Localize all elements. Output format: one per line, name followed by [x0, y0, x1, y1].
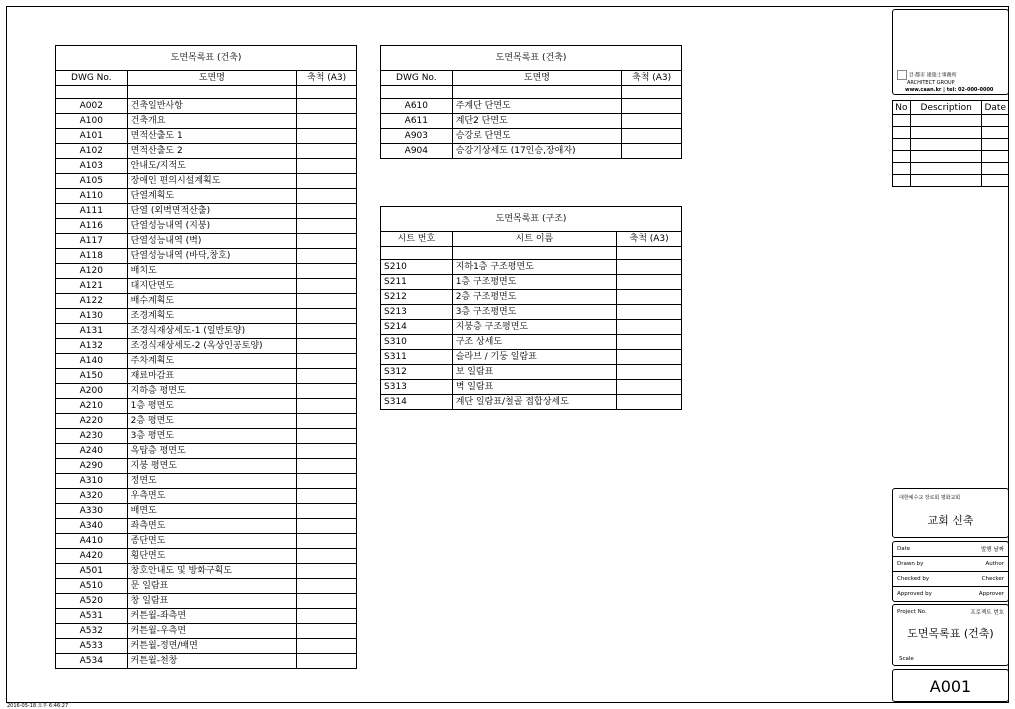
scale-cell: [297, 534, 357, 549]
rev-header-no: No: [893, 101, 911, 115]
drawing-name-cell: 커튼월-정면/배면: [127, 639, 297, 654]
scale-cell: [617, 380, 682, 395]
dwg-no-cell: A320: [56, 489, 128, 504]
drawing-name-cell: 조경식재상세도-2 (옥상인공토양): [127, 339, 297, 354]
drawing-name-cell: 배치도: [127, 264, 297, 279]
scale-cell: [297, 654, 357, 669]
scale-cell: [297, 474, 357, 489]
dwg-no-cell: A310: [56, 474, 128, 489]
table-row: [56, 639, 357, 654]
dwg-no-cell: S213: [381, 305, 453, 320]
table-row: [381, 305, 682, 320]
drawing-name-cell: 커튼월-좌측면: [127, 609, 297, 624]
drawing-name-cell: 지하1층 구조평면도: [452, 260, 617, 275]
drawing-name-cell: 조경계획도: [127, 309, 297, 324]
dwg-no-cell: A534: [56, 654, 128, 669]
dwg-no-cell: A101: [56, 129, 128, 144]
drawn-label: Drawn by: [897, 561, 924, 567]
table-row: [56, 549, 357, 564]
scale-cell: [297, 519, 357, 534]
dwg-no-cell: A131: [56, 324, 128, 339]
table-row: [56, 594, 357, 609]
table-row: [56, 609, 357, 624]
dwg-no-cell: A330: [56, 504, 128, 519]
drawing-name-cell: 벽 일람표: [452, 380, 617, 395]
dwg-no-cell: S211: [381, 275, 453, 290]
drawing-name-cell: 단열성능내역 (벽): [127, 234, 297, 249]
table-row: [56, 159, 357, 174]
dwg-no-cell: A103: [56, 159, 128, 174]
drawing-name-cell: 면적산출도 1: [127, 129, 297, 144]
scale-cell: [617, 275, 682, 290]
dwg-no-cell: S313: [381, 380, 453, 395]
revision-table: [892, 100, 1009, 187]
scale-cell: [297, 129, 357, 144]
date-label: Date: [897, 546, 911, 552]
drawing-name-cell: 조경식재상세도-1 (일반토양): [127, 324, 297, 339]
drawn-row: [893, 557, 1008, 572]
scale-cell: [297, 564, 357, 579]
table-row: [56, 414, 357, 429]
dwg-no-cell: A230: [56, 429, 128, 444]
drawing-name-cell: 2층 구조평면도: [452, 290, 617, 305]
table-row: [381, 99, 682, 114]
scale-cell: [297, 639, 357, 654]
dwg-no-cell: A903: [381, 129, 453, 144]
drawing-name-cell: 커튼월-천창: [127, 654, 297, 669]
column-header-drawing-name: 도면명: [452, 71, 621, 86]
dwg-no-cell: A520: [56, 594, 128, 609]
table-row: [381, 260, 682, 275]
drawing-name-cell: 주차계획도: [127, 354, 297, 369]
scale-cell: [297, 429, 357, 444]
table-row: [381, 320, 682, 335]
table-row: [56, 279, 357, 294]
table-row: [56, 174, 357, 189]
table-row: [56, 204, 357, 219]
dwg-no-cell: S214: [381, 320, 453, 335]
scale-cell: [297, 219, 357, 234]
dwg-no-cell: A118: [56, 249, 128, 264]
dwg-no-cell: A200: [56, 384, 128, 399]
drawing-name-cell: 1층 평면도: [127, 399, 297, 414]
drawing-name-cell: 종단면도: [127, 534, 297, 549]
dwg-no-cell: A100: [56, 114, 128, 129]
table-row: [56, 144, 357, 159]
drawing-name-cell: 창 일람표: [127, 594, 297, 609]
sheet-number: A001: [929, 677, 972, 696]
dwg-no-cell: A150: [56, 369, 128, 384]
project-no-label: Project No.: [897, 609, 927, 615]
table-title: 도면목록표 (건축): [381, 46, 682, 71]
table-row: [56, 114, 357, 129]
table-row: [56, 354, 357, 369]
dwg-no-cell: S314: [381, 395, 453, 410]
table-row: [381, 380, 682, 395]
scale-cell: [297, 549, 357, 564]
drawing-name-cell: 승강기상세도 (17인승,장애자): [452, 144, 621, 159]
scale-cell: [297, 339, 357, 354]
scale-cell: [297, 249, 357, 264]
checked-label: Checked by: [897, 576, 930, 582]
drawing-name-cell: 배면도: [127, 504, 297, 519]
table-row: [56, 444, 357, 459]
client-name: 대한예수교 장로회 평화교회: [899, 495, 961, 501]
table-row: [56, 654, 357, 669]
scale-cell: [297, 444, 357, 459]
firm-name-line1: 건·都市 建築士事務所: [908, 72, 957, 79]
scale-cell: [622, 144, 682, 159]
dwg-no-cell: A002: [56, 99, 128, 114]
table-row: [56, 459, 357, 474]
table-row: [56, 534, 357, 549]
scale-cell: [297, 234, 357, 249]
dwg-no-cell: A105: [56, 174, 128, 189]
scale-cell: [297, 459, 357, 474]
dwg-no-cell: A102: [56, 144, 128, 159]
table-row: [56, 339, 357, 354]
drawing-name-cell: 우측면도: [127, 489, 297, 504]
scale-label: Scale: [899, 656, 914, 662]
drawing-name-cell: 3층 평면도: [127, 429, 297, 444]
rev-header-description: Description: [910, 101, 982, 115]
project-box: [892, 488, 1009, 538]
approved-value: Approver: [978, 591, 1004, 597]
dwg-no-cell: A501: [56, 564, 128, 579]
drawing-name-cell: 승강로 단면도: [452, 129, 621, 144]
drawing-name-cell: 1층 구조평면도: [452, 275, 617, 290]
table-row: [56, 219, 357, 234]
project-no-row: [893, 605, 1008, 619]
scale-cell: [297, 189, 357, 204]
dwg-no-cell: A904: [381, 144, 453, 159]
drawing-name-cell: 2층 평면도: [127, 414, 297, 429]
logo-icon: [897, 70, 907, 80]
table-row: [56, 99, 357, 114]
table-row: [56, 624, 357, 639]
table-row: [56, 324, 357, 339]
scale-cell: [297, 174, 357, 189]
scale-cell: [297, 279, 357, 294]
drawing-name-cell: 건축일반사항: [127, 99, 297, 114]
table-row: [381, 350, 682, 365]
approved-row: [893, 587, 1008, 601]
scale-cell: [297, 504, 357, 519]
dwg-no-cell: A110: [56, 189, 128, 204]
drawing-name-cell: 면적산출도 2: [127, 144, 297, 159]
drawing-name-cell: 좌측면도: [127, 519, 297, 534]
table-row: [56, 189, 357, 204]
rev-header-date: Date: [982, 101, 1009, 115]
dwg-no-cell: A611: [381, 114, 453, 129]
dwg-no-cell: A120: [56, 264, 128, 279]
scale-cell: [297, 624, 357, 639]
scale-cell: [297, 354, 357, 369]
dwg-no-cell: S311: [381, 350, 453, 365]
table-title: 도면목록표 (구조): [381, 207, 682, 232]
scale-cell: [297, 294, 357, 309]
table-row: [381, 129, 682, 144]
scale-cell: [617, 260, 682, 275]
scale-cell: [617, 335, 682, 350]
column-header-scale: 축척 (A3): [617, 232, 682, 247]
scale-cell: [297, 579, 357, 594]
scale-cell: [297, 114, 357, 129]
dwg-no-cell: A117: [56, 234, 128, 249]
column-header-drawing-name: 시트 이름: [452, 232, 617, 247]
table-row: [381, 275, 682, 290]
scale-cell: [297, 309, 357, 324]
scale-cell: [617, 350, 682, 365]
firm-name: [897, 70, 957, 86]
dwg-no-cell: A531: [56, 609, 128, 624]
dwg-no-cell: A210: [56, 399, 128, 414]
drawing-list-architecture-1: [55, 45, 357, 669]
table-row: [56, 129, 357, 144]
scale-cell: [297, 144, 357, 159]
scale-cell: [622, 129, 682, 144]
drawing-name-cell: 단열 (외벽면적산출): [127, 204, 297, 219]
firm-contact: www.caan.kr | tel: 02-000-0000: [905, 87, 994, 93]
drawing-name-cell: 지붕층 구조평면도: [452, 320, 617, 335]
dwg-no-cell: S310: [381, 335, 453, 350]
scale-cell: [297, 489, 357, 504]
date-row: [893, 542, 1008, 557]
drawing-name-cell: 단열성능내역 (바닥,창호): [127, 249, 297, 264]
drawing-name-cell: 보 일람표: [452, 365, 617, 380]
scale-cell: [617, 290, 682, 305]
drawing-name-cell: 대지단면도: [127, 279, 297, 294]
drawing-name-cell: 문 일람표: [127, 579, 297, 594]
table-row: [56, 399, 357, 414]
sheet-name-box: [892, 604, 1009, 666]
dwg-no-cell: A140: [56, 354, 128, 369]
dwg-no-cell: A420: [56, 549, 128, 564]
drawing-name-cell: 계단 일람표/철골 접합상세도: [452, 395, 617, 410]
table-row: [56, 309, 357, 324]
table-row: [56, 249, 357, 264]
sheet-name: 도면목록표 (건축): [907, 627, 994, 640]
dwg-no-cell: A130: [56, 309, 128, 324]
table-row: [381, 114, 682, 129]
drawing-name-cell: 재료마감표: [127, 369, 297, 384]
drawn-value: Author: [985, 561, 1004, 567]
scale-cell: [617, 320, 682, 335]
drawing-name-cell: 단열계획도: [127, 189, 297, 204]
scale-cell: [297, 414, 357, 429]
table-row: [56, 519, 357, 534]
date-value: 발행 날짜: [980, 547, 1004, 553]
dwg-no-cell: A510: [56, 579, 128, 594]
drawing-name-cell: 장애인 편의시설계획도: [127, 174, 297, 189]
dwg-no-cell: S312: [381, 365, 453, 380]
dwg-no-cell: A610: [381, 99, 453, 114]
table-row: [381, 365, 682, 380]
checked-value: Checker: [981, 576, 1004, 582]
table-title: 도면목록표 (건축): [56, 46, 357, 71]
dwg-no-cell: A111: [56, 204, 128, 219]
drawing-name-cell: 창호안내도 및 방화구획도: [127, 564, 297, 579]
dwg-no-cell: S212: [381, 290, 453, 305]
dwg-no-cell: A290: [56, 459, 128, 474]
scale-cell: [622, 99, 682, 114]
firm-name-line2: ARCHITECT GROUP: [907, 80, 955, 86]
table-row: [56, 579, 357, 594]
dwg-no-cell: A116: [56, 219, 128, 234]
table-row: [381, 335, 682, 350]
drawing-name-cell: 슬라브 / 기둥 일람표: [452, 350, 617, 365]
drawing-name-cell: 옥탑층 평면도: [127, 444, 297, 459]
project-name: 교회 신축: [927, 514, 974, 527]
scale-cell: [297, 594, 357, 609]
approved-label: Approved by: [897, 591, 932, 597]
column-header-drawing-name: 도면명: [127, 71, 297, 86]
dwg-no-cell: A122: [56, 294, 128, 309]
dwg-no-cell: A533: [56, 639, 128, 654]
checked-row: [893, 572, 1008, 587]
drawing-name-cell: 정면도: [127, 474, 297, 489]
drawing-name-cell: 주계단 단면도: [452, 99, 621, 114]
firm-logo-box: [892, 9, 1009, 95]
dwg-no-cell: A410: [56, 534, 128, 549]
drawing-list-structure: [380, 206, 682, 410]
table-row: [56, 564, 357, 579]
dwg-no-cell: A240: [56, 444, 128, 459]
dwg-no-cell: A220: [56, 414, 128, 429]
dwg-no-cell: A532: [56, 624, 128, 639]
drawing-name-cell: 안내도/지적도: [127, 159, 297, 174]
scale-cell: [617, 395, 682, 410]
scale-cell: [297, 369, 357, 384]
table-row: [56, 264, 357, 279]
drawing-name-cell: 커튼월-우측면: [127, 624, 297, 639]
column-header-dwg-no: DWG No.: [381, 71, 453, 86]
table-row: [56, 429, 357, 444]
table-row: [56, 489, 357, 504]
drawing-name-cell: 구조 상세도: [452, 335, 617, 350]
column-header-dwg-no: 시트 번호: [381, 232, 453, 247]
scale-cell: [297, 204, 357, 219]
scale-cell: [297, 264, 357, 279]
info-box: [892, 541, 1009, 602]
dwg-no-cell: A132: [56, 339, 128, 354]
drawing-name-cell: 단열성능내역 (지붕): [127, 219, 297, 234]
dwg-no-cell: S210: [381, 260, 453, 275]
table-row: [56, 234, 357, 249]
column-header-scale: 축척 (A3): [297, 71, 357, 86]
print-timestamp: 2016-05-18 오후 6:46:27: [7, 703, 69, 709]
drawing-name-cell: 지하층 평면도: [127, 384, 297, 399]
project-no-value: 프로젝트 번호: [970, 610, 1004, 616]
table-row: [381, 290, 682, 305]
table-row: [56, 504, 357, 519]
drawing-name-cell: 건축개요: [127, 114, 297, 129]
dwg-no-cell: A340: [56, 519, 128, 534]
table-row: [381, 144, 682, 159]
table-row: [56, 474, 357, 489]
drawing-name-cell: 지붕 평면도: [127, 459, 297, 474]
drawing-name-cell: 3층 구조평면도: [452, 305, 617, 320]
drawing-name-cell: 횡단면도: [127, 549, 297, 564]
table-row: [56, 294, 357, 309]
column-header-scale: 축척 (A3): [622, 71, 682, 86]
scale-cell: [622, 114, 682, 129]
scale-cell: [297, 159, 357, 174]
scale-cell: [297, 99, 357, 114]
scale-cell: [617, 365, 682, 380]
table-row: [56, 384, 357, 399]
scale-cell: [297, 384, 357, 399]
drawing-name-cell: 계단2 단면도: [452, 114, 621, 129]
scale-cell: [297, 609, 357, 624]
dwg-no-cell: A121: [56, 279, 128, 294]
column-header-dwg-no: DWG No.: [56, 71, 128, 86]
sheet-number-box: [892, 669, 1009, 702]
scale-cell: [617, 305, 682, 320]
drawing-name-cell: 배수계획도: [127, 294, 297, 309]
scale-cell: [297, 324, 357, 339]
table-row: [381, 395, 682, 410]
scale-cell: [297, 399, 357, 414]
drawing-list-architecture-2: [380, 45, 682, 159]
table-row: [56, 369, 357, 384]
